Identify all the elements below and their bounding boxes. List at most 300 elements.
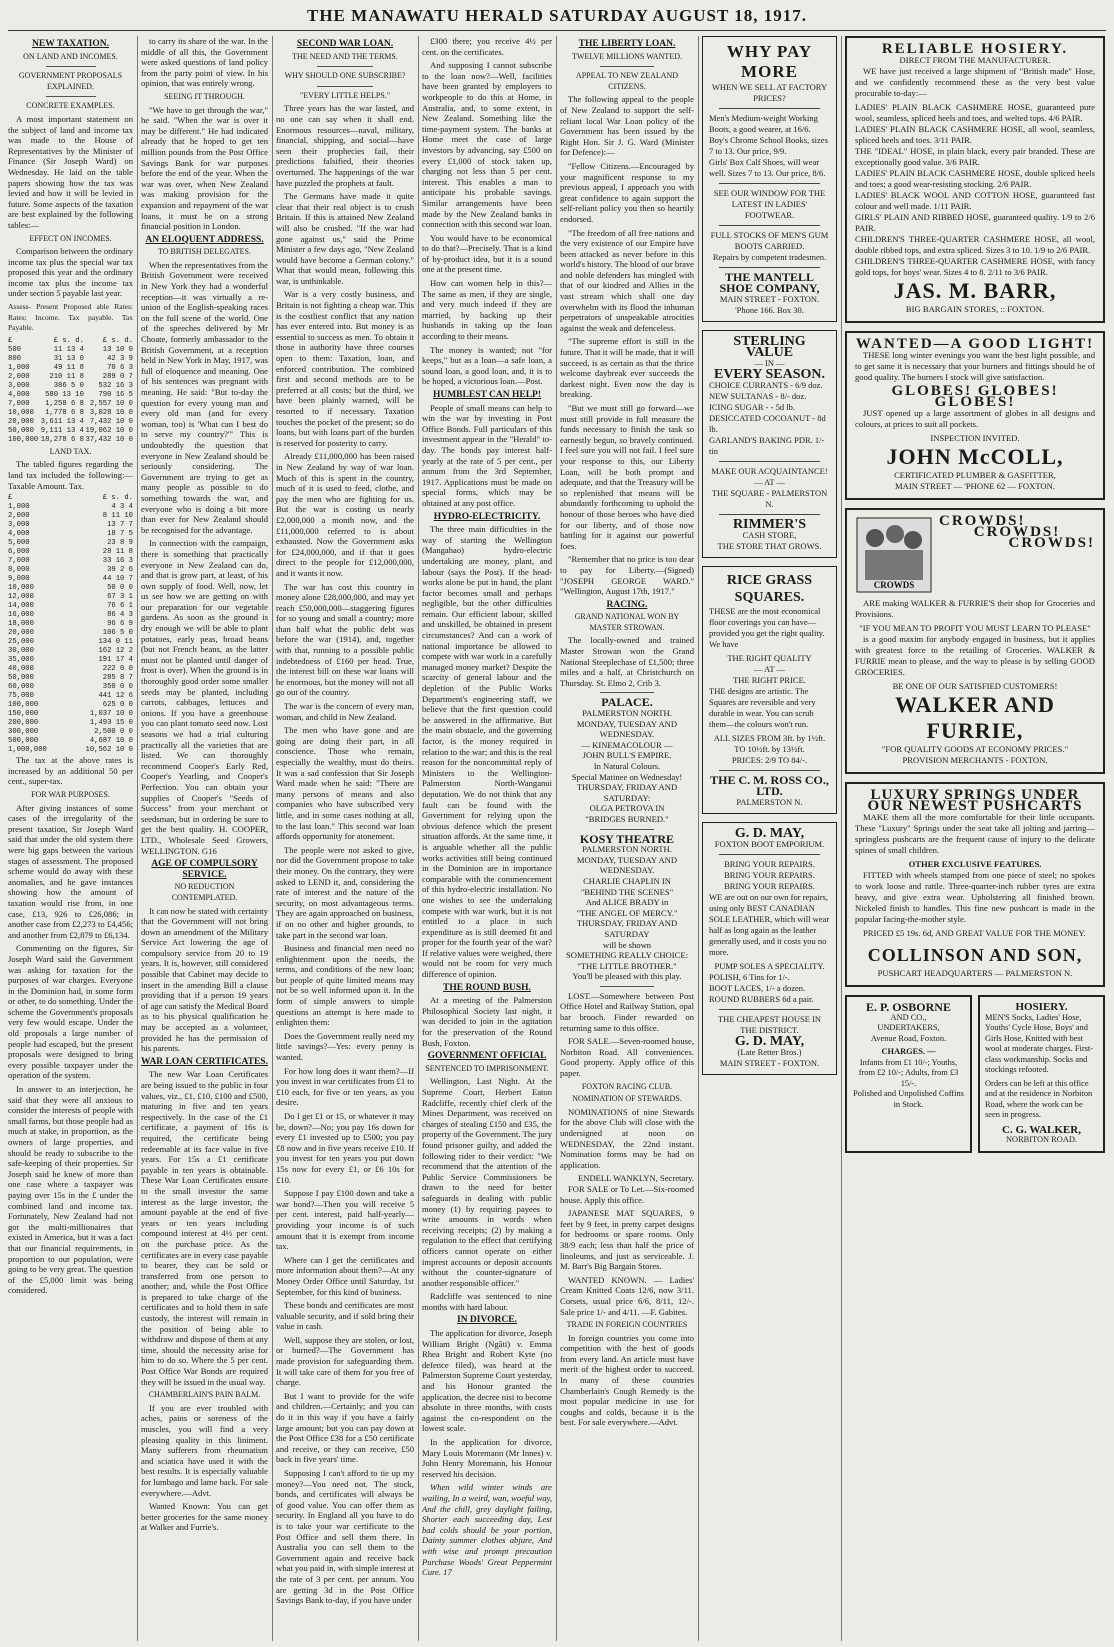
paragraph: The three main difficulties in the way of starting the Wellington (Mangahao) hydro-electric undertaking are money, plant, and labour (says the Post). If the head-works alone be put in hand, the plant factor becomes small and perhaps negligible, but the other difficulties remain. Our efficient labour, skilled and unskilled, be obtained in present circumstances? And can a work of national importance be allowed to compete with war work in a carefully managed money market? Despite the scarcity of general labour and the depletion of the Public Works Department's engineering staff, we believe that the first question could be answered in the affirmative. But the main obstacle, and the governing factor, is the money required in relation to the war; and this is the real reason for the noncommittal reply of Ministers to the Wellington-Palmerston North-Wanganui deputation. We do not think that any fault can be found with the Government for relying upon the obvious defence which the present situation affords. At the same time, it is arguable whether all the public works activities still being continued in the Dominion are in importance comparable with the commencement of this hydro-electric installation. No one wishes to see the undertaking compete with war work, but it is not entitled to a place in such expenditure as is still deemed fit and proper for the fourth year of the war? If relative values were weighed, there would not be room for very much difference of opinion. — [422, 524, 552, 980]
table-cell: 2,557 10 0 — [89, 399, 133, 408]
ad-line: — AT — — [753, 664, 786, 674]
subheading: SENTENCED TO IMPRISONMENT. — [425, 1063, 549, 1073]
ad-address: MAIN STREET - FOXTON. — [719, 1058, 820, 1068]
ad-line: THE CHEAPEST HOUSE IN THE DISTRICT. — [717, 1014, 822, 1035]
subheading: FOXTON RACING CLUB. — [581, 1081, 673, 1091]
separator — [46, 66, 96, 67]
subheading: GOVERNMENT PROPOSALS EXPLAINED. — [18, 71, 123, 91]
subheading: LAND TAX. — [49, 446, 92, 456]
ad-business-name: JOHN McCOLL, — [886, 444, 1064, 469]
table-cell: 386 5 0 — [53, 381, 84, 390]
ad-line: "FOR QUALITY GOODS AT ECONOMY PRICES." — [881, 744, 1069, 754]
table-cell: 86 4 3 — [107, 611, 133, 620]
listing-line: And ALICE BRADY in — [585, 897, 669, 908]
table-cell: 134 0 11 — [98, 638, 133, 647]
paragraph: NOMINATIONS of nine Stewards for the above Club will close with the undersigned at noon on WEDNESDAY, the 22nd instant. Nomination forms may be had on application. — [560, 1106, 694, 1170]
table-cell: 13 10 0 — [102, 345, 133, 354]
ad-reliable-hosiery — [845, 36, 1105, 323]
ad-line: BRING YOUR REPAIRS. — [724, 870, 815, 880]
table-row — [8, 355, 133, 364]
table-cell: 4,687 10 0 — [89, 737, 133, 746]
paragraph: In connection with the campaign, there is something that practically everyone in New Zealand can do, and that is grow part, at least, of his own supply of food. Well, now, let us see how we are getting on with our preparation for our vegetable gardens. As soon as the ground is dry enough we will be able to plant potatoes, early peas, broad beans (but not French beans, as the latter must not be planted until danger of frost is over). When the ground is in thoroughly good order some smaller seeds may be planted, including carrots, cabbages, lettuces and onions. If you have a greenhouse you can plant tomato seed now. Lost seasons we had a trial culturing practically all the varieties that are listed. We can thoroughly recommend Cooper's Early Red, Cooper's Yearling, and Cooper's Perfection. You can obtain your supplies of Cooper's "Seeds of Success" from your merchant or seedsman, but in ordering be sure to get the best quality. H. COOPER, LTD., Wholesale Seed Growers, WELLINGTON. G16 — [141, 538, 268, 856]
table-row — [8, 737, 133, 746]
table-cell: 300,000 — [8, 728, 39, 737]
table-cell: 10,000 — [8, 584, 34, 593]
ad-paragraph: FITTED with wheels stamped from one piece of steel; no spokes to work loose and rattle. Three-quarter-inch rubber tyres are extra heavy, and give extra wear. Upholstering all finished brown. Nickeled finish to handles. This fine new pushcart is made in the popular facing-the-mother style. — [855, 870, 1095, 924]
table-cell: 5,000 — [8, 539, 30, 548]
paragraph: The tax at the above rates is increased by an additional 50 per cent., super-tax. — [8, 755, 133, 787]
ad-item: CHILDREN'S THREE-QUARTER CASHMERE HOSE, all wool, double ribbed tops, and extra spliced. Sizes 3 to 10. 1/9 to 2/6 PAIR. — [855, 234, 1095, 255]
table-cell: 2,000 — [8, 372, 30, 381]
ad-subtitle: WHEN WE SELL AT FACTORY PRICES? — [711, 82, 828, 103]
column-3 — [276, 36, 414, 1641]
ad-address: PROVISION MERCHANTS - FOXTON. — [902, 755, 1048, 765]
paragraph: Well, suppose they are stolen, or lost, or burned?—The Government has made provision for safeguarding them. It will take care of them for you free of charge. — [276, 1334, 414, 1388]
table-cell: £ s. d. — [102, 336, 133, 345]
table-row — [8, 337, 133, 346]
table-cell: 10,562 10 0 — [85, 746, 133, 755]
ad-business-name: RIMMER'S — [732, 517, 807, 532]
table-row — [8, 665, 133, 674]
ad-line: — IN — — [754, 358, 785, 368]
paragraph: Three years has the war lasted, and no one can say when it shall end. Enormous resources—naval, military, financial, shipping, and social—have seen their prophecies fail, their predictions falsified, their theories overturned. The happenings of the war have puzzled the prophets at fault. — [276, 103, 414, 188]
paragraph: Wanted Known: You can get better groceries for the same money at Walker and Furrie's. — [141, 1501, 268, 1533]
listing-line: You'll be pleased with this play. — [572, 971, 682, 982]
table-cell: 11 13 4 — [53, 345, 84, 354]
table-row — [8, 683, 133, 692]
table-cell: 19,062 10 0 — [85, 426, 133, 435]
listing-line: MONDAY, TUESDAY AND WEDNESDAY. — [576, 854, 678, 876]
table-cell: 100,000 — [8, 435, 39, 444]
paragraph: A most important statement on the subject of land and income tax was made to the House of Representatives by the Minister of Finance (Sir Joseph Ward) on Wednesday. He laid on the table papers showing how the tax was levied and how it will be levied in future. Some aspects of the taxation are best explained by the following tables:— — [8, 113, 133, 230]
table-cell: £ s. d. — [53, 336, 84, 345]
ad-row-bottom — [845, 995, 1105, 1153]
ad-item: CHOICE CURRANTS - 6/9 doz. — [709, 380, 823, 390]
table-row — [8, 364, 133, 373]
ad-good-light — [845, 331, 1105, 500]
paragraph: In foreign countries you come into competition with the best of goods from every land. An article must have merit of the highest order to succeed. In many of these countries Chamberlain's Cough Remedy is the most popular medicine in use for coughs and colds, because it is the best. For sale everywhere.—Advt. — [560, 1332, 694, 1428]
table-cell: 60,000 — [8, 683, 34, 692]
land-tax-table — [8, 494, 133, 755]
table-row — [8, 512, 133, 521]
paragraph: Suppose I pay £100 down and take a war bond?—Then you will receive 5 per cent. interest, paid half-yearly—providing your income is of such amount that it is exempt from income tax. — [276, 1188, 414, 1252]
ad-line: SEE OUR WINDOW FOR THE LATEST IN LADIES' FOOTWEAR. — [713, 188, 826, 220]
table-cell: 33 16 3 — [102, 557, 133, 566]
ad-rule — [719, 108, 820, 109]
separator — [317, 66, 372, 67]
article-title-racing: RACING. — [606, 599, 648, 610]
ad-line: THE RIGHT QUALITY — [727, 653, 812, 663]
ad-item: BOOT LACES, 1/- a dozen. — [709, 983, 806, 993]
crowd-illustration-label: CROWDS — [873, 580, 915, 590]
table-cell: 532 16 3 — [98, 381, 133, 390]
ad-item: LADIES' PLAIN BLACK CASHMERE HOSE, guaranteed pure wool, seamless, spliced heels and toes, and welted tops. 4/6 PAIR. — [855, 102, 1095, 123]
table-cell: £ — [8, 336, 13, 345]
paragraph: After giving instances of some cases of the irregularity of the present taxation, Sir Joseph Ward said that under the old system there were big gaps between the various stages of assessment. The proposed scheme would do away with these anomalies, and he gave instances showing how the amount of taxation would rise from, in one case, £13, 926 to £26,086; in another case from £2,273 to £4,456; and another from £2,879 to £6,134. — [8, 802, 133, 940]
table-row — [8, 692, 133, 701]
table-cell: 50,000 — [8, 674, 34, 683]
table-cell: 100,000 — [8, 701, 39, 710]
table-cell: 8,000 — [8, 566, 30, 575]
table-cell: 44 10 7 — [102, 575, 133, 584]
ad-paragraph: MAKE them all the more comfortable for their little occupants. These "Luxury" Springs under the seat take all jolting and jarring—springless pushcarts are the frequent cause of injury to the delicate spines of small children. — [855, 812, 1095, 855]
paragraph: Comparison between the ordinary income tax plus the special war tax proposed this year and the ordinary income tax plus the income tax under section 5 payable last year. — [8, 246, 133, 299]
paragraph: "Remember that no price is too dear to pay for Liberty.—(Signed) "JOSEPH GEORGE WARD." "Wellington, August 17th, 1917." — [560, 554, 694, 597]
paragraph: It can now be stated with certainty that the Government will not bring down an amendment of the Military Service Act lowering the age of compulsory service from 20 to 19 years. It is, however, still considered possible that Cabinet may decide to insert in the amending Bill a clause providing that if a person 19 years of age can satisfy the Medical Board as to his physical qualification he may be accepted as a volunteer, provided he has the permission of his parents. — [141, 905, 268, 1054]
classified-wanted: WANTED KNOWN. — Ladies' Cream Knitted Coats 12/6, now 3/11. Corsets, usual price 6/6, 8/11, 12/-. Sale price 1/- and 4/11. —F. Gabites. — [560, 1274, 694, 1317]
table-cell: 37,432 10 0 — [85, 435, 133, 444]
ad-line: INSPECTION INVITED. — [930, 433, 1020, 443]
ad-line: (Late Retter Bros.) — [737, 1047, 802, 1057]
ad-title: STERLING VALUE — [733, 334, 806, 360]
ad-rule — [719, 267, 820, 268]
ad-title: GLOBES! GLOBES! GLOBES! — [891, 383, 1059, 410]
table-cell: 580 13 10 — [45, 390, 84, 399]
table-row — [8, 566, 133, 575]
table-cell: 70 6 3 — [107, 363, 133, 372]
article-title-humblest: HUMBLEST CAN HELP! — [432, 390, 542, 400]
paragraph: "The supreme effort is still in the future. That it will be made, that it will succeed, is as certain as that the thrice welcome daybreak ever succeeds the darkest night. Even now the day is breaking. — [560, 336, 694, 400]
paragraph: In the application for divorce, Mary Louis Moremann (Mr Innes) v. John Henry Moremann, his Honour reserved his decision. — [422, 1437, 552, 1479]
paragraph: When the representatives from the British Government were received in New York they had a wonderful reception—it was virtually a re-union of the English-speaking races on the full scene of the world. One of the speeches delivered by Mr Choate, formerly ambassador to the British Government, at a reception held in New York in May, 1917, was full of eloquence and meaning. One of his sentences was pregnant with meaning. He said: "But to-day the question for every young man and every old man (and for every woman, too) is 'What can I best do to serve my country?'" This is undoubtedly the question that everyone in New Zealand should be seriously considering. The Government are trying to get as many people as possible to do something towards the war, and everyone who is doing a bit more than ever for New Zealand should be recognised for the advantage. — [141, 259, 268, 535]
palace-listing — [560, 708, 694, 825]
subheading: NOMINATION OF STEWARDS. — [572, 1094, 682, 1104]
subheading: THE NEED AND THE TERMS. — [292, 51, 398, 61]
ad-business-name: C. G. WALKER, — [1002, 1123, 1081, 1136]
table-cell: 49 11 8 — [53, 363, 84, 372]
table-cell: 1,037 10 0 — [89, 710, 133, 719]
table-cell: 1,000 — [8, 503, 30, 512]
article-title-government-official: GOVERNMENT OFFICIAL — [427, 1051, 547, 1062]
article-title-second-war-loan: SECOND WAR LOAN. — [296, 39, 394, 49]
listing-line: "BRIDGES BURNED." — [585, 813, 669, 824]
separator — [600, 986, 654, 987]
listing-line: Special Matinee on Wednesday! — [571, 771, 683, 782]
listing-line: THURSDAY, FRIDAY AND SATURDAY — [576, 918, 678, 939]
table-cell: 40,000 — [8, 665, 34, 674]
ad-line: BE ONE OF OUR SATISFIED CUSTOMERS! — [892, 681, 1058, 691]
table-cell: 18,000 — [8, 620, 34, 629]
article-title-divorce: IN DIVORCE. — [457, 1315, 517, 1326]
paragraph: "The freedom of all free nations and the very existence of our Empire have been attacked as never before in this world's history. The blood of our brave and noble defenders has mingled with that of our kindred and Allies in the vast stream which shall one day overwhelm with its flood the inhuman perpetrators of unspeakable atrocities against the weak and defenceless. — [560, 227, 694, 333]
listing-line: "THE LITTLE BROTHER." — [577, 960, 677, 971]
ad-item: NEW SULTANAS - 8/- doz. — [709, 391, 807, 401]
paragraph: "We have to get through the war," he said. "When the war is over it may be different." He had indicated already that he hoped to get ten million pounds from the Post Office Savings Bank for war purposes before the end of the year. When the war was over, when New Zealand was making provision for the expansion and repayment of the war loans, it must be on a strong financial position in London. — [141, 104, 268, 232]
separator — [600, 692, 654, 693]
subheading: TRADE IN FOREIGN COUNTRIES — [566, 1320, 688, 1330]
classified-for-sale: FOR SALE or To Let.—Six-roomed house. Apply this office. — [560, 1183, 694, 1205]
ad-paragraph: PRICED £5 19s. 6d, AND GREAT VALUE FOR THE MONEY. — [863, 928, 1086, 938]
column-divider — [556, 36, 557, 1641]
table-cell: 289 0 7 — [102, 372, 133, 381]
column-divider — [418, 36, 419, 1641]
table-cell: 9,111 13 4 — [40, 426, 84, 435]
listing-line: MONDAY, TUESDAY AND WEDNESDAY. — [576, 718, 678, 740]
separator — [600, 829, 654, 830]
ad-paragraph: THE designs are artistic. The Squares are reversible and very durable in wear. You can scrub them—the colours won't run. — [709, 686, 816, 729]
ad-paragraph: is a good maxim for anybody engaged in business, but it applies with greatest force to the retailing of Groceries. WALKER & FURRIE mean to please, and the way to please is by selling GOOD GROCERIES. — [855, 634, 1095, 677]
paragraph: Business and financial men need no enlightenment upon the needs, the terms, and conditions of the new loan; but people of quite limited means may not be so well informed upon it. In the form of simple answers to simple questions an attempt is here made to enlighten them: — [276, 943, 414, 1028]
ad-rule — [719, 1009, 820, 1010]
ad-line: FULL STOCKS OF MEN'S GUM BOOTS CARRIED. — [710, 230, 829, 251]
paragraph: In answer to an interjection, he said that they were all anxious to consider the interests of people with small farms, but those people had as much at stake, in proportion, as the owners of large properties, and should be ready to subscribe to the safe-keeping of their properties. Sir Joseph said he knew of more than one case where a taxpayer was paying over 15s in the £ under the combined land and income tax. Fortunately, New Zealand had not got the multi-millionaires that existed in America, but it was a fact that our financial requirements, in proportion to our population, were going to be very great. The question of the £5,000 limit was being considered. — [8, 1084, 133, 1296]
ad-line: ALL SIZES FROM 3ft. by 1½ft. TO 10½ft. by 13½ft. — [713, 733, 826, 754]
ad-title: CROWDS! — [939, 513, 1026, 529]
income-tax-table — [8, 337, 133, 445]
table-cell: 14,000 — [8, 602, 34, 611]
column-4 — [422, 36, 552, 1641]
column-2 — [141, 36, 268, 1641]
table-cell: 16,000 — [8, 611, 34, 620]
crowd-illustration — [855, 516, 933, 594]
paragraph: For how long does it want them?—If you invest in war certificates from £1 to £10 each, for five or ten years, as you desire. — [276, 1065, 414, 1108]
listing-line: "THE ANGEL OF MERCY." — [576, 907, 678, 918]
ad-item: GIRLS' PLAIN AND RIBBED HOSE, guaranteed quality. 1/9 to 2/6 PAIR. — [855, 212, 1095, 233]
table-cell: 285 8 7 — [102, 674, 133, 683]
table-cell: 20,000 — [8, 417, 34, 426]
table-row — [8, 701, 133, 710]
table-row — [8, 539, 133, 548]
ad-line: Polished and Unpolished Coffins in Stock. — [853, 1089, 964, 1109]
poem: When wild winter winds are wailing, In a weird, wan, woeful way, And the chill, grey daylight failing, Shorter each succeeding day, Lest bad colds should be your portion, Dainty summer clothes abjure, And with wise and prompt precaution Purchase Woods' Great Peppermint Cure. 17 — [422, 1482, 552, 1578]
table-cell: 75,000 — [8, 692, 34, 701]
table-row — [8, 373, 133, 382]
table-cell: 4 3 4 — [111, 503, 133, 512]
table-cell: 13 7 7 — [107, 521, 133, 530]
column-divider — [137, 36, 138, 1641]
table-cell: 10,000 — [8, 408, 34, 417]
listing-line: SOMETHING REALLY CHOICE: — [566, 950, 688, 961]
kosy-listing — [560, 844, 694, 982]
table-cell: 23 8 9 — [107, 539, 133, 548]
paragraph: War is a very costly business, and Britain is not fighting a cheap war. This is the costliest conflict that any nation has ever entered into. But money is as essential to success as men. To obtain it those in authority have three courses open to them: Taxation, loan, and enforced contribution. The combined first and second methods are to be preferred at all costs; but the third, we have been plainly warned, will be resorted to if necessary. Taxation touches the pocket of the present; so do loans, but with loans part of the burden is reserved for posterity to carry. — [276, 289, 414, 448]
paragraph: The application for divorce, Joseph William Bright (Ngāti) v. Emma Rhea Bright and Robert Kyte (no defence filed), was heard at the Palmerston Supreme Court yesterday, and his Honour granted the application, the decree nisi to become absolute in three months, with costs against the co-respondent on the lowest scale. — [422, 1328, 552, 1434]
masthead-rule — [8, 30, 1106, 31]
subheading: ON LAND AND INCOMES. — [23, 51, 118, 61]
table-cell: 30,000 — [8, 647, 34, 656]
table-cell: 7,000 — [8, 557, 30, 566]
ad-address: PUSHCART HEADQUARTERS — PALMERSTON N. — [877, 968, 1073, 978]
ad-paragraph: MEN'S Socks, Ladies' Hose, Youths' Cycle Hose, Boys' and Girls Hose, Knitted with best wool at moderate charges. First-class workmanship. Socks and stockings refooted. — [985, 1012, 1093, 1074]
table-cell: 31 13 0 — [53, 354, 84, 363]
ad-item: LADIES' BLACK WOOL AND COTTON HOSE, guaranteed fast colour and well made. 1/11 PAIR. — [855, 190, 1095, 211]
ad-item: Men's Medium-weight Working Boots, a good wearer, at 16/6. — [709, 113, 818, 134]
ad-address: MAIN STREET — 'PHONE 62 — FOXTON. — [895, 481, 1055, 491]
ad-line: THE SQUARE - PALMERSTON N. — [711, 488, 828, 509]
paragraph: If you are ever troubled with aches, pains or soreness of the muscles, you will find a very pleasing quality in this liniment. Many sufferers from rheumatism and sciatica have used it with the best results. It is especially valuable for lumbago and lame back. For sale everywhere.—Advt. — [141, 1402, 268, 1498]
ad-paragraph: Orders can be left at this office and at the residence in Norbiton Road, where the work can be seen in progress. — [985, 1078, 1093, 1119]
ad-paragraph: WE have just received a large shipment of "British made" Hose, and we confidently recommend these as the very best value procurable to-day:— — [855, 66, 1095, 98]
listing-line: In Natural Colours. — [593, 761, 661, 771]
ad-walker-furrie — [845, 508, 1105, 774]
subheading: TO BRITISH DELEGATES. — [158, 247, 251, 257]
ad-title: WANTED—A GOOD LIGHT! — [855, 336, 1095, 352]
table-row — [8, 409, 133, 418]
table-cell: 191 17 4 — [98, 656, 133, 665]
table-cell: 1,493 15 0 — [89, 719, 133, 728]
table-cell: 7,432 10 0 — [89, 417, 133, 426]
subheading: WHY SHOULD ONE SUBSCRIBE? — [284, 71, 406, 81]
table-cell: 106 5 0 — [102, 629, 133, 638]
paragraph: The men who have gone and are going are doing their part, in all conscience. Those who remain, especially the wealthy, must do theirs. It was a sad confession that Sir Joseph Ward made when he said: "There are many persons of means and also companies who have subscribed very little, and in some cases nothing at all, to the last loan." This second war loan affords opportunity for atonement. — [276, 725, 414, 842]
ad-line: CHARGES. — — [881, 1047, 936, 1056]
table-cell: 42 3 9 — [107, 354, 133, 363]
paragraph: The war is the concern of every man, woman, and child in New Zealand. — [276, 701, 414, 722]
table-cell: 1,000,000 — [8, 746, 47, 755]
ad-title: RICE GRASS SQUARES. — [726, 573, 813, 605]
table-row — [8, 674, 133, 683]
table-cell: 50 0 0 — [107, 584, 133, 593]
ad-item: GARLAND'S BAKING PDR. 1/- tin — [709, 435, 825, 456]
subheading: CONCRETE EXAMPLES. — [26, 101, 115, 111]
paragraph: The locally-owned and trained Master Strowan won the Grand National Steeplechase of £1,500; three miles and a half, at Christchurch on Thursday. St. Elmo 2, Crib 3. — [560, 635, 694, 688]
listing-line: PALMERSTON NORTH. — [582, 844, 672, 855]
table-cell: 12,000 — [8, 593, 34, 602]
table-cell: 18,278 6 8 — [40, 435, 84, 444]
ad-business-name: G. D. MAY, — [734, 826, 805, 841]
ad-business-name: G. D. MAY, — [734, 1034, 805, 1049]
ad-address: BIG BARGAIN STORES, :: FOXTON. — [905, 304, 1045, 314]
subheading: NO REDUCTION CONTEMPLATED. — [171, 882, 238, 902]
table-cell: 800 — [8, 354, 21, 363]
paragraph: Radcliffe was sentenced to nine months with hard labour. — [422, 1291, 552, 1312]
ad-title: HOSIERY. — [1015, 1001, 1068, 1013]
ad-line: BRING YOUR REPAIRS. — [724, 859, 815, 869]
listing-line: "BEHIND THE SCENES" — [580, 886, 674, 897]
ad-line: "IF YOU MEAN TO PROFIT YOU MUST LEARN TO PLEASE" — [859, 623, 1091, 633]
ad-line: OTHER EXCLUSIVE FEATURES. — [908, 859, 1042, 869]
table-cell: 1,778 6 8 — [45, 408, 84, 417]
table-row — [8, 584, 133, 593]
paragraph: Do I get £1 or 15, or whatever it may be, down?—No; you pay 16s down for every £1 invested up to £500; you pay £8 now and in five years receive £10. If you invest for ten years you put down 15s now for every £1, or £6 10s for £10. — [276, 1111, 414, 1185]
column-divider — [698, 36, 699, 1641]
table-row — [8, 746, 133, 755]
subheading: CHAMBERLAIN'S PAIN BALM. — [148, 1390, 261, 1400]
ad-title: WHY PAY MORE — [726, 42, 813, 81]
paragraph: The war has cost this country in money alone £28,000,000, and may yet reach £50,000,000—staggering figures for so young and small a country; more than half what the public debt was before the war (1914), and, together with that, running to a possible public indebtedness of £160 per head. True, the interest bill on these war loans will be enormous, but the money will not all go out of the country. — [276, 581, 414, 698]
table-row — [8, 400, 133, 409]
table-row — [8, 548, 133, 557]
ad-address: NORBITON ROAD. — [1005, 1135, 1078, 1144]
article-title-new-taxation: NEW TAXATION. — [32, 39, 109, 49]
table-cell: 1,258 6 8 — [45, 399, 84, 408]
table-cell: 8 11 10 — [102, 512, 133, 521]
table-row — [8, 382, 133, 391]
ad-line: Repairs by competent tradesmen. — [712, 252, 827, 262]
ad-line: AND CO., — [890, 1012, 927, 1022]
ad-paragraph: WE are out on our own for repairs, using only BEST CANADIAN SOLE LEATHER, which will wear half as long again as the leather generally used, and it costs you no more. — [709, 892, 830, 957]
table-cell: 790 16 5 — [98, 390, 133, 399]
ad-line: CERTIFICATED PLUMBER & GASFITTER, — [894, 470, 1056, 480]
ad-osborne — [845, 995, 972, 1153]
table-row — [8, 391, 133, 400]
ad-item: DESICCATED COCOANUT - 8d lb. — [709, 413, 826, 434]
paragraph: You would have to be economical to do that?—Precisely. That is a kind of by-product idea, but it is a sound one at the present time. — [422, 232, 552, 275]
separator — [600, 66, 654, 67]
ad-gd-may — [702, 822, 837, 1075]
table-cell: 20,000 — [8, 629, 34, 638]
table-cell: 1,000 — [8, 363, 30, 372]
ad-address: Avenue Road, Foxton. — [870, 1033, 947, 1043]
table-cell: 4,000 — [8, 390, 30, 399]
ad-line: THE RIGHT PRICE. — [733, 675, 806, 685]
table-row — [8, 436, 133, 445]
table-cell: 35,000 — [8, 656, 34, 665]
ad-business-name: WALKER AND FURRIE, — [895, 692, 1055, 743]
column-6 — [702, 36, 837, 1641]
ad-subtitle: DIRECT FROM THE MANUFACTURER. — [899, 55, 1051, 65]
table-cell: £ — [8, 494, 13, 503]
ad-rule — [719, 770, 820, 771]
table-row — [8, 719, 133, 728]
ad-title: CROWDS! — [973, 524, 1061, 540]
ad-phone: 'Phone 166. Box 30. — [735, 305, 804, 315]
table-cell: 500 — [8, 345, 21, 354]
ad-business-name: THE MANTELL SHOE COMPANY, — [719, 270, 820, 295]
table-row — [8, 427, 133, 436]
table-cell: 4,000 — [8, 530, 30, 539]
paragraph: The tabled figures regarding the land tax included the following:— Taxable Amount. Tax. — [8, 459, 133, 491]
table-cell: 7,000 — [8, 399, 30, 408]
paragraph: The following appeal to the people of New Zealand to support the self-reliant local War Loan policy of the Government has been issued by the Right Hon. Sir J. G. Ward (Minister for Defence):— — [560, 94, 694, 158]
ad-paragraph: JUST opened up a large assortment of globes in all designs and colours, at prices to suit all pockets. — [855, 408, 1095, 429]
paragraph: "Fellow Citizens.—Encouraged by your magnificent response to my previous appeal, I approach you with great confidence to again support the self-reliant policy you then so heartily endorsed. — [560, 160, 694, 224]
ad-item: LADIES' PLAIN BLACK CASHMERE HOSE, double spliced heels and toes; a good wear-resisting stocking. 2/6 PAIR. — [855, 168, 1095, 189]
ad-line: UNDERTAKERS, — [877, 1023, 940, 1032]
table-cell: 500,000 — [8, 737, 39, 746]
paragraph: Already £11,000,000 has been raised in New Zealand by way of war loan. Much of this is spent in the country, much of it is used to feed, clothe, and pay the men who are fighting for us. But the war is costing us nearly £2,000,000 a month now, and the £11,000,000 referred to is about exhausted. Now the Government asks for £24,000,000, and if that it goes direct to the people for £12,000,000, and it wants it now. — [276, 451, 414, 578]
listing-line: — KINEMACOLOUR — — [581, 739, 673, 750]
paragraph: The new War Loan Certificates are being issued to the public in four values, viz., £1, £10, £100 and £500, maturing in five and ten years respectively. In the case of the £1 certificate, a payment of 16s is required, the certificate being redeemable at its face value in five years. For 15s a £1 certificate payable in ten years is obtainable. These War Loan Certificates ensure to the small investor the same interest as the large investor, the amount payable at the end of five years or ten years including compound interest at 4½ per cent. on the purchase price. As the certificates are in every case payable to bearer, they can be sold or transferred from one person to another; and, while the Post Office is prepared to take charge of the certificates and to hold them in safe custody, the interest will remain in the position of being able to withdraw and dispose of them at any time, should the necessity arise for him to do so. Where the 5 per cent. Post Office War Bonds are required they will be issued in the usual way. — [141, 1069, 268, 1387]
paragraph: At a meeting of the Palmerston Philosophical Society last night, it was decided to join in the agitation for the preservation of the Round Bush, Foxton. — [422, 995, 552, 1048]
ad-item: Boy's Chrome School Books, sizes 7 to 13. Our price, 9/9. — [709, 135, 828, 156]
table-row — [8, 494, 133, 503]
table-cell: 625 0 0 — [102, 701, 133, 710]
ad-item: POLISH, 6 Tins for 1/-. — [709, 972, 790, 982]
ad-cg-walker — [978, 995, 1105, 1153]
ad-line: PUMP SOLES A SPECIALITY. — [714, 961, 825, 971]
subheading: SEEING IT THROUGH. — [164, 91, 245, 101]
paragraph: The people were not asked to give, nor did the Government propose to take their money. On the contrary, they were asked to LEND it, and, considering the rate of interest and the nature of the security, on most advantageous terms. They are again approached on business, if on no other and higher grounds, to take part in the second war loan. — [276, 844, 414, 940]
ad-title: LUXURY SPRINGS UNDER OUR NEWEST PUSHCARTS — [867, 787, 1083, 814]
listing-line: CHARLIE CHAPLIN IN — [583, 875, 671, 886]
ad-business-name: JAS. M. BARR, — [893, 278, 1057, 303]
table-cell: 28 11 8 — [102, 548, 133, 557]
separator — [46, 96, 96, 97]
table-cell: 3,000 — [8, 521, 30, 530]
paragraph: to carry its share of the war. In the middle of all this, the Government were asked questions of land policy from the party point of view. In his opinion, that was entirely wrong. — [141, 36, 268, 89]
ad-paragraph: THESE long winter evenings you want the best light possible, and to get same it is necessary that your burners and fittings should be of good quality. The burners I stock will give satisfaction. — [855, 350, 1095, 382]
ad-rice-grass — [702, 566, 837, 814]
ad-sterling-value — [702, 330, 837, 558]
table-row — [8, 503, 133, 512]
subheading: TWELVE MILLIONS WANTED. — [572, 51, 682, 61]
table-cell: 76 6 1 — [107, 602, 133, 611]
paragraph: Commenting on the figures, Sir Joseph Ward said the Government was asking for taxation for the purposes of war charges. Everyone in the Dominion had, in some form or other, to do something. Under the scheme the Government's proposals very few would escape. Under the old proposals a large number of people had escaped, but the present proposals were designed to bring every possible taxpayer under the operation of the system. — [8, 943, 133, 1081]
ad-rule — [719, 225, 820, 226]
subheading: FOR WAR PURPOSES. — [31, 790, 110, 799]
ad-line: FOXTON BOOT EMPORIUM. — [714, 839, 825, 849]
table-cell: 25,000 — [8, 638, 34, 647]
ad-paragraph: ARE making WALKER & FURRIE'S their shop for Groceries and Provisions. — [855, 598, 1095, 619]
ad-line: MAKE OUR ACQUAINTANCE! — [711, 466, 828, 476]
column-divider — [272, 36, 273, 1641]
table-row — [8, 346, 133, 355]
ad-line: — AT — — [753, 477, 786, 487]
paragraph: But I want to provide for the wife and children.—Certainly; and you can do it in this way if you have a fairly large amount; but you can pay down at the Post Office £38 for a £50 certificate and receive, or they can receive, £50 back in five years' time. — [276, 1390, 414, 1465]
ad-collinson — [845, 782, 1105, 987]
classified-mats: JAPANESE MAT SQUARES, 9 feet by 9 feet, in pretty carpet designs for bedrooms or spare rooms. Only 38/9 each; less than half the price of linoleums, and just as serviceable. J. M. Barr's Big Bargain Stores. — [560, 1208, 694, 1272]
